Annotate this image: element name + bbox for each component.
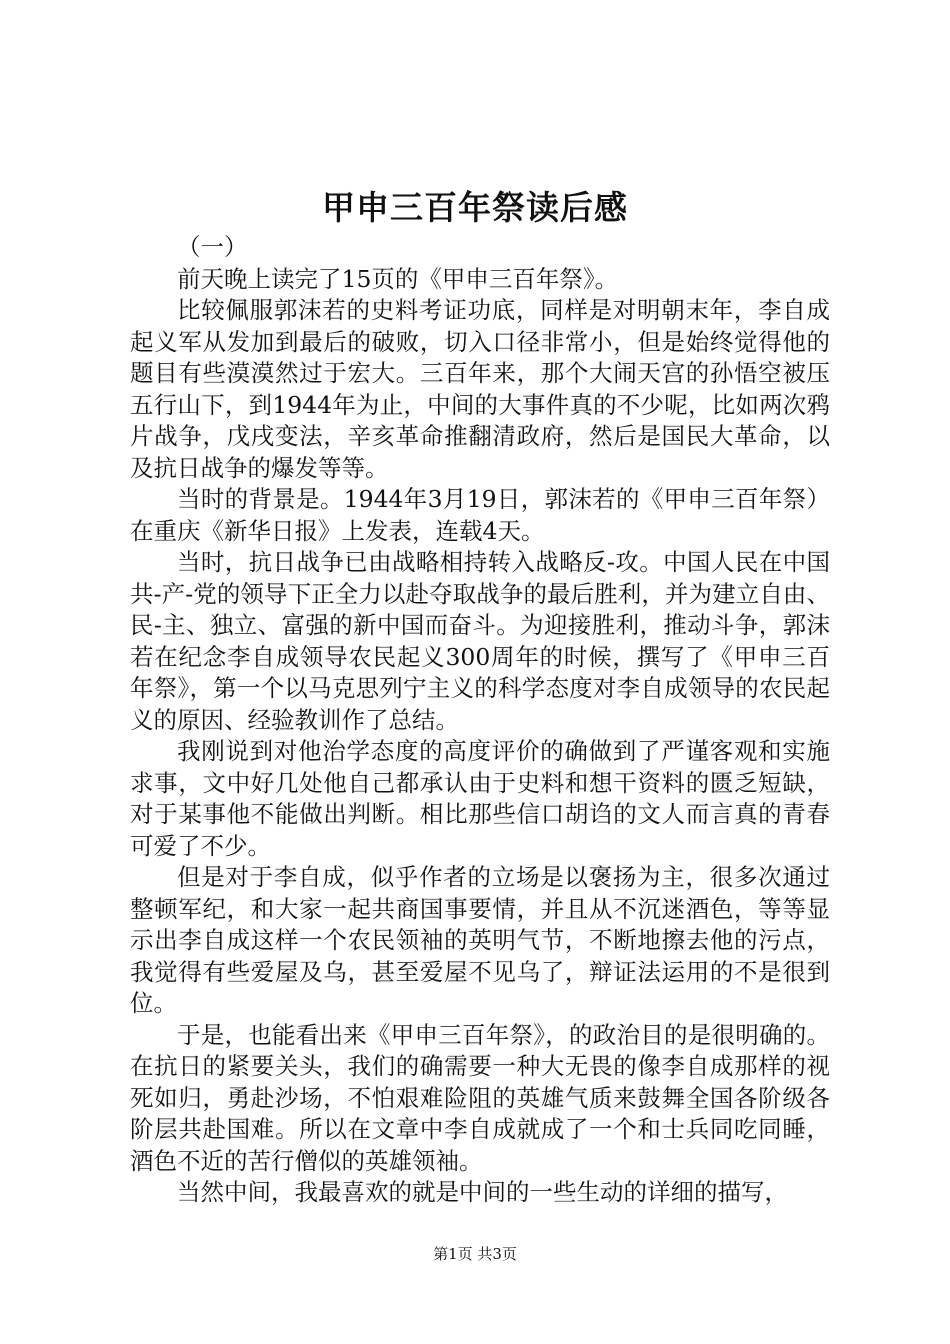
paragraph: 我刚说到对他治学态度的高度评价的确做到了严谨客观和实施求事，文中好几处他自己都承认由于史料和想干资料的匮乏短缺，对于某事他不能做出判断。相比那些信口胡诌的文人而言真的青春可爱了不少。 [130, 737, 830, 860]
paragraph: 当时的背景是。1944年3月19日，郭沫若的《甲申三百年祭）在重庆《新华日报》上发表，连载4天。 [130, 485, 830, 545]
document-title: 甲申三百年祭读后感 [322, 188, 628, 227]
paragraph: 但是对于李自成，似乎作者的立场是以褒扬为主，很多次通过整顿军纪，和大家一起共商国事要情，并且从不沉迷酒色，等等显示出李自成这样一个农民领袖的英明气节，不断地擦去他的污点，我觉得有些爱屋及乌，甚至爱屋不见乌了，辩证法运用的不是很到位。 [130, 863, 830, 1017]
document-body [130, 232, 830, 1209]
paragraph: 当时，抗日战争已由战略相持转入战略反-攻。中国人民在中国共-产-党的领导下正全力以赴夺取战争的最后胜利，并为建立自由、民-主、独立、富强的新中国而奋斗。为迎接胜利，推动斗争，郭沫若在纪念李自成领导农民起义300周年的时候，撰写了《甲申三百年祭》，第一个以马克思列宁主义的科学态度对李自成领导的农民起义的原因、经验教训作了总结。 [130, 548, 830, 734]
paragraph: 比较佩服郭沫若的史料考证功底，同样是对明朝末年，李自成起义军从发加到最后的破败，切入口径非常小，但是始终觉得他的题目有些漠漠然过于宏大。三百年来，那个大闹天宫的孙悟空被压五行山下，到1944年为止，中间的大事件真的不少呢，比如两次鸦片战争，戊戌变法，辛亥革命推翻清政府，然后是国民大革命，以及抗日战争的爆发等等。 [130, 296, 830, 482]
page-footer: 第1页 共3页 [433, 1245, 517, 1263]
paragraph: 当然中间，我最喜欢的就是中间的一些生动的详细的描写， [177, 1178, 788, 1206]
paragraph: 前天晚上读完了15页的《甲申三百年祭》。 [177, 264, 619, 293]
paragraph: 于是，也能看出来《甲申三百年祭》，的政治目的是很明确的。在抗日的紧要关头，我们的确需要一种大无畏的像李自成那样的视死如归，勇赴沙场，不怕艰难险阻的英雄气质来鼓舞全国各阶级各阶层共赴国难。所以在文章中李自成就成了一个和士兵同吃同睡，酒色不近的苦行僧似的英雄领袖。 [130, 1020, 830, 1175]
paragraph: （一） [177, 233, 248, 261]
